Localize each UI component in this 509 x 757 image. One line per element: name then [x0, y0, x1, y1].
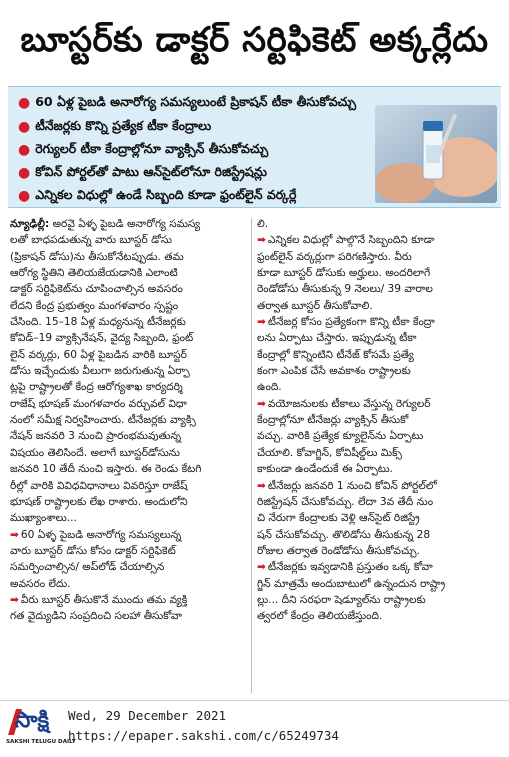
article-line: [10, 461, 246, 477]
sakshi-logo: [6, 705, 76, 753]
article-text: అవసరం లేదు.: [10, 577, 71, 590]
article-text: కూడా బూస్టర్‌ డోసుకు అర్హులు. అందరిలాగే: [257, 267, 431, 280]
bullet-paragraph-line: [257, 559, 499, 575]
article-text: లతో బాధపడుతున్న వారు బూస్టర్‌ డోసు: [10, 234, 172, 247]
vaccine-vial-image: [375, 105, 497, 203]
article-text: ల్లు... దీని సరఫరా షెడ్యూల్‌ను రాష్ట్రాలకు: [257, 593, 426, 606]
bullet-paragraph-line: [257, 232, 499, 248]
article-text: లను ఏర్పాటు చేస్తారు. ఇప్పుడున్న టీకా: [257, 332, 417, 345]
article-line: [257, 298, 499, 314]
highlight-item: [18, 116, 211, 138]
highlight-item: [18, 92, 356, 114]
article-text: ముఖ్యాంశాలు...: [10, 512, 77, 525]
article-text: వయోజనులకు టీకాలు వేస్తున్న రెగ్యులర్‌: [267, 397, 431, 410]
article-line: [257, 494, 499, 510]
article-text: ఆరోగ్య స్థితిని తెలియజేయడానికి ఎలాంటి: [10, 267, 178, 280]
article-line: [257, 265, 499, 281]
article-line: [10, 330, 246, 346]
article-text: షన్‌ చేసుకోవచ్చు. తొలిడోసు తీసుకున్న 28: [257, 528, 431, 541]
arrow-bullet-icon: ➡: [10, 593, 19, 606]
article-text: గత వైద్యుడిని సంప్రదించి సలహా తీసుకోవా: [10, 610, 183, 623]
article-text: విషయం తెలిసిందే. అలాగే బూస్టర్‌డోసును: [10, 446, 180, 459]
article-line: [257, 527, 499, 543]
article-text: ట్లపై రాష్ట్రాలతో కేంద్ర ఆరోగ్యశాఖ కార్యదర్శి: [10, 381, 183, 394]
article-text: జనవరి 10 తేదీ నుంచి ఇస్తారు. ఈ రెండు కేటగి: [10, 463, 202, 476]
article-text: కోవిడ్‌–19 వ్యాక్సినేషన్‌, వైద్య సిబ్బంది, ఫ్రంట్‌: [10, 332, 194, 345]
arrow-bullet-icon: ➡: [257, 561, 266, 574]
article-line: [257, 576, 499, 592]
article-right-column: [257, 216, 499, 625]
article-text: డాక్టర్‌ సర్టిఫికెట్‌ను చూపించాల్సిన అవసరం: [10, 283, 183, 296]
article-text: రిజిస్ట్రేషన్‌ చేసుకోవచ్చు. లేదా 3వ తేదీ నుం: [257, 495, 434, 508]
article-text: ఫ్రంట్‌లైన్‌ వర్కర్లుగా పరిగణిస్తారు. వీరు: [257, 250, 412, 263]
article-line: [10, 445, 246, 461]
article-line: [257, 543, 499, 559]
arrow-bullet-icon: ➡: [257, 397, 266, 410]
article-line: [257, 347, 499, 363]
article-text: భూషణ్‌ రాష్ట్రాలకు లేఖ రాశారు. అందులోని: [10, 495, 188, 508]
article-text: త్వరలో కేంద్రం తెలియజేస్తుంది.: [257, 610, 383, 623]
article-line: [257, 216, 499, 232]
edition-date: Wed, 29 December 2021: [68, 708, 227, 723]
bullet-icon: ●: [18, 165, 31, 181]
article-text: టీనేజర్లు జనవరి 1 నుంచి కోవిన్‌ పోర్టల్‌లో: [267, 479, 437, 492]
article-line: [10, 576, 246, 592]
bullet-icon: ●: [18, 95, 31, 111]
highlight-text: రెగ్యులర్‌ టీకా కేంద్రాల్లోనూ వ్యాక్సిన్‌ తీసుకోవచ్చు: [35, 140, 269, 156]
logo-subtext: SAKSHI TELUGU DAILY: [6, 739, 76, 745]
article-text: కాకుండా ఉండేందుకే ఈ ఏర్పాటు.: [257, 463, 393, 476]
article-line: [10, 232, 246, 248]
highlight-item: [18, 139, 268, 161]
footer: [0, 700, 509, 757]
bullet-icon: ●: [18, 119, 31, 135]
bullet-paragraph-line: [10, 592, 246, 608]
article-line: [10, 478, 246, 494]
highlight-text: ఎన్నికల విధుల్లో ఉండే సిబ్బంది కూడా ఫ్రంట్‌లైన్‌ వర్కర్లే: [35, 186, 297, 202]
bullet-paragraph-line: [257, 478, 499, 494]
article-line: [10, 510, 246, 526]
article-line: [257, 249, 499, 265]
article-text: లేదని కేంద్ర ప్రభుత్వం మంగళవారం స్పష్టం: [10, 299, 179, 312]
article-line: [257, 592, 499, 608]
article-line: [10, 281, 246, 297]
article-text: సమర్పించాల్సిన/ అప్‌లోడ్‌ చేయాల్సిన: [10, 561, 165, 574]
article-line: [10, 363, 246, 379]
arrow-bullet-icon: ➡: [257, 234, 266, 247]
article-line: [10, 396, 246, 412]
highlights-box: [8, 86, 501, 208]
article-text: వచ్చు. వారికి ప్రత్యేక క్యూలైన్‌ను ఏర్పాటు: [257, 430, 424, 443]
article-text: టీనేజర్ల కోసం ప్రత్యేకంగా కొన్ని టీకా కేంద్రా: [267, 316, 435, 329]
highlight-text: 60 ఏళ్ల పైబడి అనారోగ్య సమస్యలుంటే ప్రికాషన్‌ టీకా తీసుకోవచ్చు: [35, 93, 357, 109]
article-text: చి నేరుగా కేంద్రాలకు వెళ్లి ఆన్‌సైట్‌ రిజిస్ట్రే: [257, 512, 420, 525]
article-text: 60 ఏళ్ళ పైబడి అనారోగ్య సమస్యలున్న: [20, 528, 182, 541]
article-text: నేషన్‌ జనవరి 3 నుంచి ప్రారంభమవుతున్న: [10, 430, 182, 443]
arrow-bullet-icon: ➡: [257, 316, 266, 329]
article-left-column: [10, 216, 246, 625]
article-line: [257, 428, 499, 444]
bullet-paragraph-line: [257, 314, 499, 330]
article-text: రాజేష్‌ భూషణ్‌ మంగళవారం వర్చువల్‌ విధా: [10, 397, 187, 410]
arrow-bullet-icon: ➡: [257, 479, 266, 492]
article-text: రీల్లో వారికి వివిధవిధానాలు వివరిస్తూ రాజేష్‌: [10, 479, 188, 492]
article-line: [10, 347, 246, 363]
article-text: రోజుల తర్వాత రెండోడోసు తీసుకోవచ్చు.: [257, 544, 420, 557]
article-line: [10, 428, 246, 444]
column-divider: [251, 218, 252, 693]
article-text: డోసు ఇచ్చేందుకు వీలుగా జరుగుతున్న ఏర్పా: [10, 365, 190, 378]
article-line: [257, 330, 499, 346]
article-text: లి.: [257, 218, 269, 230]
arrow-bullet-icon: ➡: [10, 528, 19, 541]
article-line: [257, 281, 499, 297]
article-text: ఎన్నికల విధుల్లో పాల్గొనే సిబ్బందిని కూడా: [267, 234, 435, 247]
article-line: [257, 363, 499, 379]
article-text: కేంద్రాల్లోనూ టీనేజర్లు వ్యాక్సిన్‌ తీసుకో: [257, 414, 409, 427]
article-line: [10, 543, 246, 559]
article-line: [257, 445, 499, 461]
article-line: [10, 265, 246, 281]
article-line: [10, 298, 246, 314]
article-text: కంగా ఎంపిక చేసే అవకాశం రాష్ట్రాలకు: [257, 365, 411, 378]
highlight-text: టీనేజర్లకు కొన్ని ప్రత్యేక టీకా కేంద్రాలు: [35, 117, 212, 133]
epaper-link[interactable]: https://epaper.sakshi.com/c/65249734: [68, 728, 339, 743]
vaccine-photo: [375, 105, 497, 203]
article-line: [257, 608, 499, 624]
article-text: (ప్రికాషన్‌ డోసు)ను తీసుకోనేటప్పుడు. తమ: [10, 250, 184, 263]
article-text: అరవై ఏళ్ళ పైబడి అనారోగ్య సమస్య: [49, 218, 201, 230]
bullet-paragraph-line: [10, 527, 246, 543]
article-text: తర్వాత బూస్టర్‌ తీసుకోవాలి.: [257, 299, 373, 312]
bullet-paragraph-line: [257, 396, 499, 412]
article-line: [10, 412, 246, 428]
logo-text: సాక్షి: [14, 708, 50, 733]
highlight-item: [18, 162, 267, 184]
article-line: [257, 412, 499, 428]
article-line: [257, 510, 499, 526]
article-line: [10, 494, 246, 510]
article-text: చేసింది. 15–18 ఏళ్ల మధ్యనున్న టీనేజర్లకు: [10, 316, 186, 329]
article-line: [257, 379, 499, 395]
headline: బూస్టర్‌కు డాక్టర్‌ సర్టిఫికెట్‌ అక్కర్లేదు: [8, 6, 501, 82]
article-line: [10, 379, 246, 395]
article-line: [257, 461, 499, 477]
article-line: [10, 249, 246, 265]
highlight-item: [18, 185, 296, 207]
bullet-icon: ●: [18, 142, 31, 158]
article-text: చేయాలి. కోవాగ్జిన్‌, కోవిషీల్డ్‌లు మిక్స్‌: [257, 446, 402, 459]
article-text: లైన్‌ వర్కర్లు, 60 ఏళ్ల పైబడిన వారికి బూస్టర్‌: [10, 348, 187, 361]
article-text: వీరు బూస్టర్‌ తీసుకొనే ముందు తమ వ్యక్తి: [20, 593, 188, 606]
article-line: [10, 559, 246, 575]
article-text: గ్జిన్‌ మాత్రమే అందుబాటులో ఉన్నందున రాష్ట్రా: [257, 577, 446, 590]
article-text: నంలో సమీక్ష నిర్వహించారు. టీనేజర్లకు వ్యాక్సి: [10, 414, 196, 427]
article-text: టీనేజర్లకు ఇవ్వడానికి ప్రస్తుతం ఒక్క కోవా: [267, 561, 433, 574]
article-text: వారు బూస్టర్‌ డోసు కోసం డాక్టర్‌ సర్టిఫికెట్‌: [10, 544, 176, 557]
highlight-text: కోవిన్‌ పోర్టల్‌తో పాటు ఆన్‌సైట్‌లోనూ రిజిస్ట్రేషన్లు: [35, 163, 267, 179]
article-text: ఉంది.: [257, 381, 282, 394]
dateline-line: [10, 216, 246, 232]
article-line: [10, 608, 246, 624]
bullet-icon: ●: [18, 188, 31, 204]
article-text: కేంద్రాల్లో కొన్నింటిని టీనేజ్‌ కోసమే ప్రత్యే: [257, 348, 414, 361]
article-line: [10, 314, 246, 330]
article-text: రెండోడోసు తీసుకున్న 9 నెలలు/ 39 వారాల: [257, 283, 433, 296]
dateline-place: న్యూఢిల్లీ:: [10, 218, 50, 230]
